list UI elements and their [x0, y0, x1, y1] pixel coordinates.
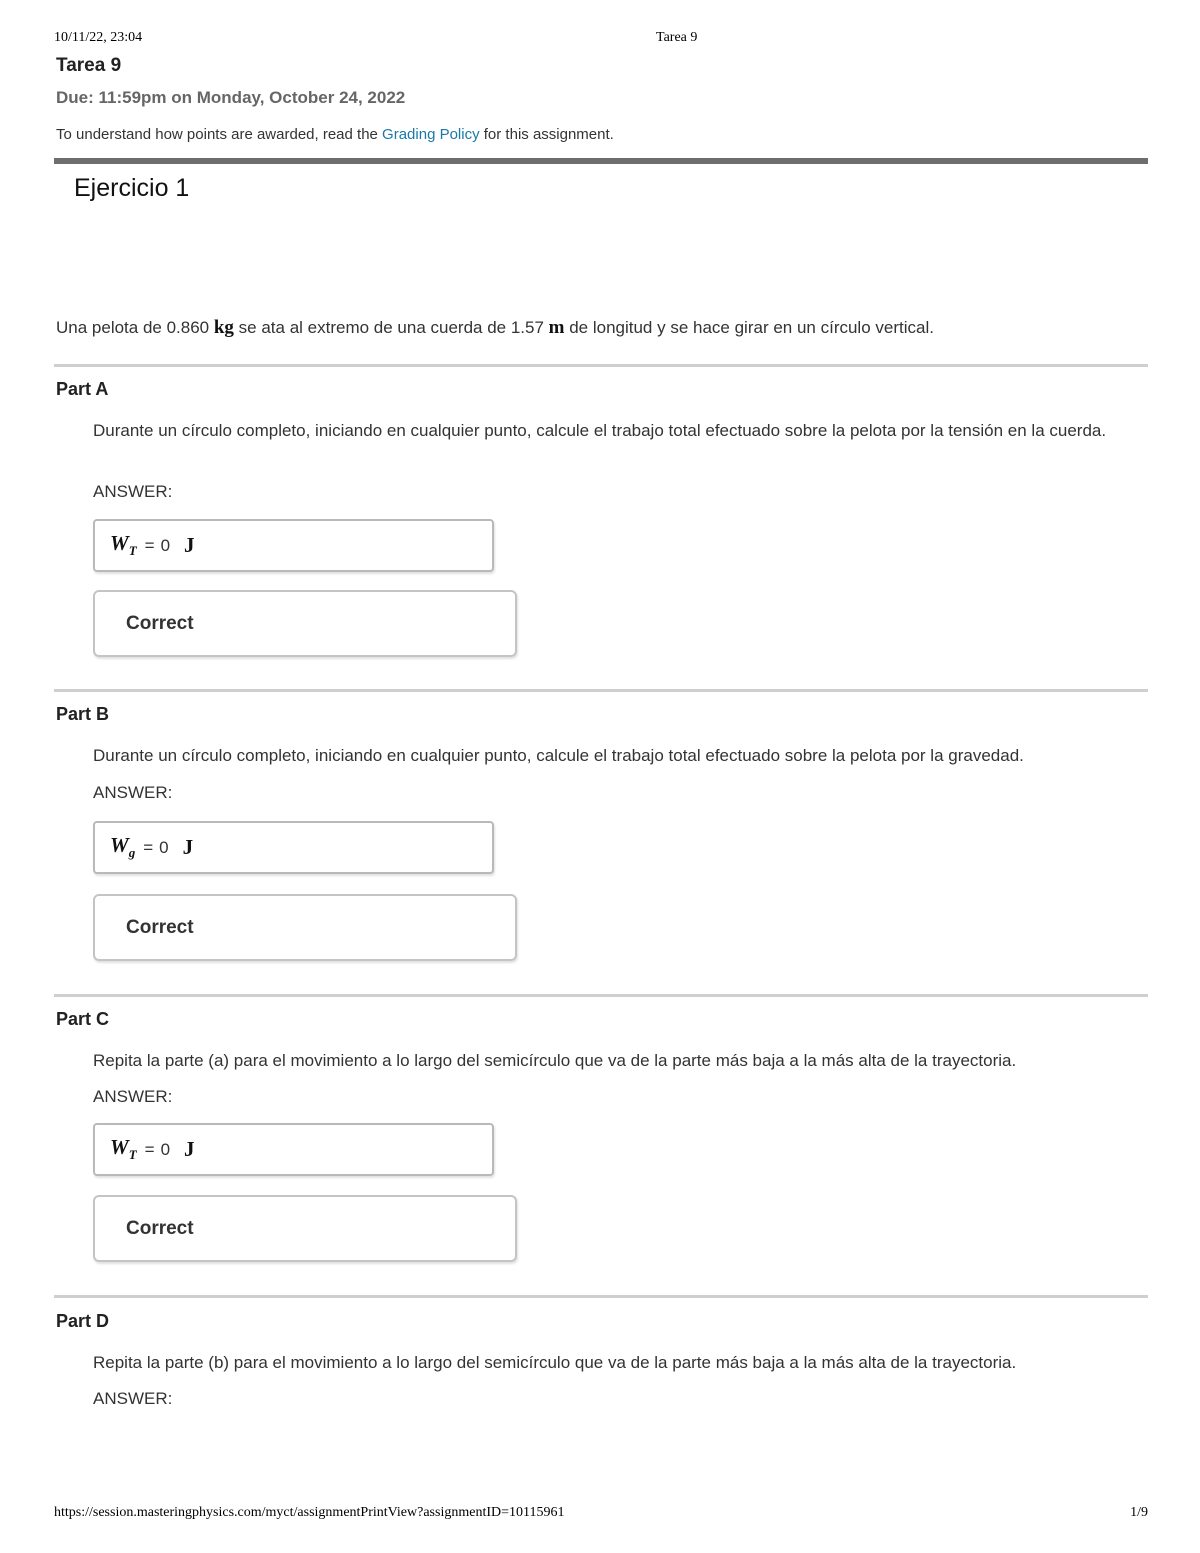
part-d-title: Part D — [56, 1311, 110, 1331]
intro-unit-kg: kg — [213, 317, 234, 338]
intro-unit-m: m — [548, 317, 565, 338]
part-b-divider — [54, 689, 1148, 692]
part-a-variable: $W_T$ — [110, 531, 137, 559]
part-a-answer-value: 0 — [160, 535, 171, 555]
part-a-equals: = — [144, 535, 155, 555]
part-c-equals: = — [144, 1139, 155, 1159]
due-date: Due: 11:59pm on Monday, October 24, 2022 — [56, 88, 406, 107]
part-a-question: Durante un círculo completo, iniciando en cualquier punto, calcule el trabajo total efectuado sobre la pelota por la tensión en la cuerda. — [93, 421, 1107, 440]
part-a-title: Part A — [56, 379, 109, 399]
part-c-title: Part C — [56, 1009, 110, 1029]
part-b-feedback: Correct — [126, 916, 194, 938]
print-date: 10/11/22, 23:04 — [54, 30, 143, 45]
policy-text-after: for this assignment. — [479, 126, 614, 143]
part-c-question: Repita la parte (a) para el movimiento a lo largo del semicírculo que va de la parte más baja a la más alta de la trayectoria. — [93, 1051, 1017, 1070]
part-c-answer-box — [93, 1123, 494, 1176]
part-b-feedback-box — [93, 894, 517, 961]
part-c-variable: $W_T$ — [110, 1135, 137, 1163]
print-title: Tarea 9 — [656, 30, 698, 45]
part-d-question: Repita la parte (b) para el movimiento a lo largo del semicírculo que va de la parte más baja a la más alta de la trayectoria. — [93, 1353, 1017, 1372]
part-a-answer-label: ANSWER: — [93, 482, 173, 501]
intro-text-2: se ata al extremo de una cuerda de 1.57 — [233, 318, 549, 337]
part-d-divider — [54, 1295, 1148, 1298]
part-c-feedback-box — [93, 1195, 517, 1262]
part-a-divider — [54, 364, 1148, 367]
print-page-number: 1/9 — [1130, 1505, 1148, 1520]
part-b-variable: $W_g$ — [110, 833, 136, 861]
assignment-title: Tarea 9 — [56, 55, 122, 76]
grading-policy-link[interactable]: Grading Policy — [382, 126, 480, 143]
part-c-answer-label: ANSWER: — [93, 1087, 173, 1106]
part-a-answer-box — [93, 519, 494, 572]
part-c-feedback: Correct — [126, 1217, 194, 1239]
header-divider — [54, 158, 1148, 164]
part-a-feedback: Correct — [126, 612, 194, 634]
print-footer-url: https://session.masteringphysics.com/myct/assignmentPrintView?assignmentID=10115961 — [54, 1505, 565, 1520]
part-b-unit: J — [182, 835, 194, 859]
part-b-answer-label: ANSWER: — [93, 783, 173, 802]
policy-text-before: To understand how points are awarded, read the — [56, 126, 383, 143]
grading-policy-note — [56, 126, 614, 143]
part-a-feedback-box — [93, 590, 517, 657]
part-b-answer-box — [93, 821, 494, 874]
part-c-answer-value: 0 — [160, 1139, 171, 1159]
part-c-unit: J — [184, 1137, 195, 1161]
intro-text-3: de longitud y se hace girar en un círculo vertical. — [564, 318, 934, 337]
part-b-question: Durante un círculo completo, iniciando en cualquier punto, calcule el trabajo total efectuado sobre la pelota por la gravedad. — [93, 746, 1024, 765]
part-b-equals: = — [143, 837, 154, 857]
part-c-divider — [54, 994, 1148, 997]
exercise-title: Ejercicio 1 — [74, 174, 190, 202]
part-a-unit: J — [184, 533, 195, 557]
exercise-intro — [56, 317, 934, 339]
part-b-answer-value: 0 — [159, 837, 169, 857]
intro-text-1: Una pelota de 0.860 — [56, 318, 214, 337]
part-b-title: Part B — [56, 704, 110, 724]
part-d-answer-label: ANSWER: — [93, 1389, 173, 1408]
